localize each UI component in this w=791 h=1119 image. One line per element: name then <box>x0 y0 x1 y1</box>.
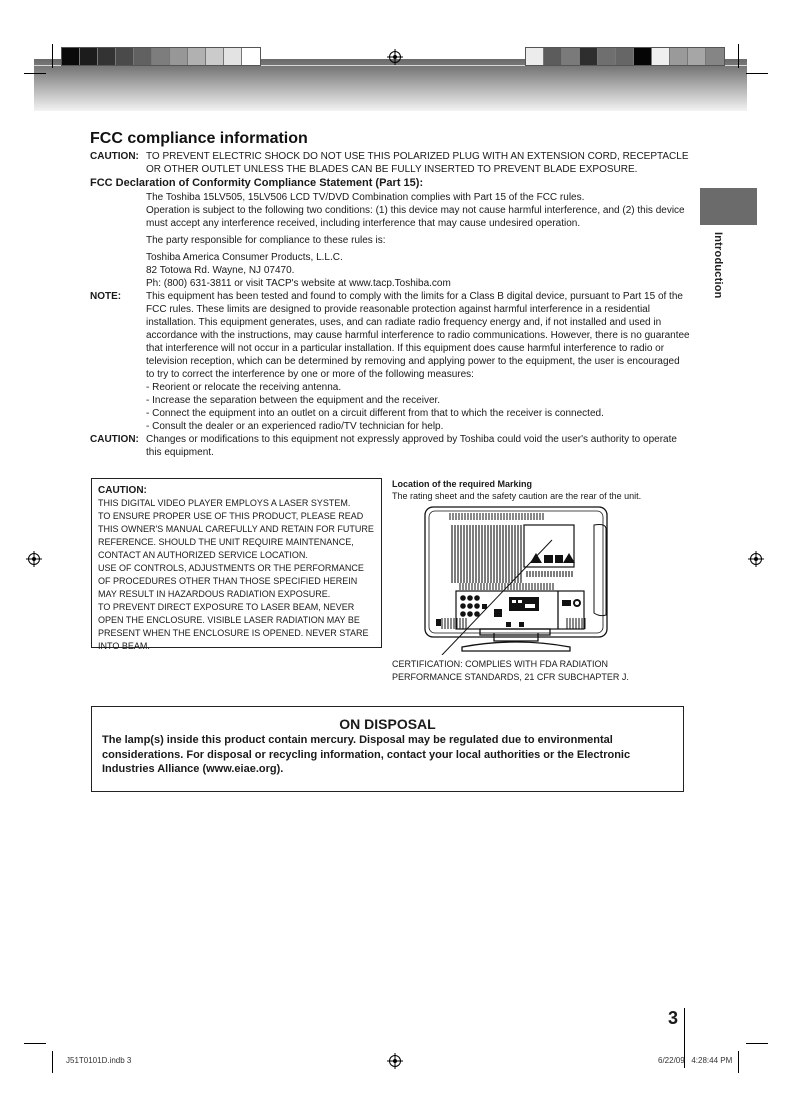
color-swatch <box>116 48 134 65</box>
company-name: Toshiba America Consumer Products, L.L.C. <box>146 252 343 263</box>
laser-caution-box <box>91 478 382 651</box>
caution-text: Changes or modifications to this equipment not expressly approved by Toshiba could void the user's authority to operate this equipment. <box>146 434 677 458</box>
color-swatch <box>580 48 598 65</box>
color-swatch <box>562 48 580 65</box>
header-band <box>34 59 747 111</box>
note-label: NOTE: <box>90 291 122 302</box>
note-text: This equipment has been tested and found to comply with the limits for a Class B digital device, pursuant to Part 15 of the FCC rules. These limits are designed to provide reasonable protection against harmful interference in a residential installation. This equipment generates, uses, and can radiate radio frequency energy and, if not installed and used in accordance with the instructions, may cause harmful interference to radio communications. However, there is no guarantee that interference will not occur in a particular installation. If this equipment does cause harmful interference to radio or television reception, which can be determined by removing and applying power to the equipment, the user is encouraged to try to correct the interference by one or more of the following measures: <box>146 291 690 380</box>
caution-label: CAUTION: <box>90 434 139 445</box>
list-item: - Connect the equipment into an outlet on a circuit different from that to which the receiver is connected. <box>146 408 604 419</box>
marking-title: Location of the required Marking <box>392 479 533 489</box>
registration-mark-icon <box>389 51 401 63</box>
company-phone: Ph: (800) 631-3811 or visit TACP's website at www.tacp.Toshiba.com <box>146 278 451 289</box>
registration-mark-icon <box>389 1055 401 1067</box>
crop-mark <box>24 1043 46 1044</box>
crop-mark <box>746 73 768 74</box>
color-swatch <box>598 48 616 65</box>
company-address: 82 Totowa Rd. Wayne, NJ 07470. <box>146 265 295 276</box>
crop-mark <box>738 44 739 68</box>
laser-caution-paragraph: THIS DIGITAL VIDEO PLAYER EMPLOYS A LASER SYSTEM. <box>98 498 351 508</box>
declaration-compliance: The Toshiba 15LV505, 15LV506 LCD TV/DVD Combination complies with Part 15 of the FCC rules. <box>146 192 585 203</box>
caution-label: CAUTION: <box>90 151 139 162</box>
list-item: - Reorient or relocate the receiving antenna. <box>146 382 342 393</box>
date-slug: 6/22/09 4:28:44 PM <box>658 1056 733 1065</box>
color-swatch <box>634 48 652 65</box>
color-swatch <box>224 48 242 65</box>
crop-mark <box>52 44 53 68</box>
color-swatch <box>652 48 670 65</box>
laser-caution-title: CAUTION: <box>98 485 147 496</box>
crop-mark <box>738 1051 739 1073</box>
fcc-section <box>90 130 690 459</box>
certification-line: CERTIFICATION: COMPLIES WITH FDA RADIATION <box>392 659 609 669</box>
laser-caution-paragraph: USE OF CONTROLS, ADJUSTMENTS OR THE PERFORMANCE OF PROCEDURES OTHER THAN THOSE SPECIFIED HEREIN MAY RESULT IN HAZARDOUS RADIATION EXPOSURE. <box>98 563 364 599</box>
color-swatch <box>98 48 116 65</box>
registration-mark-icon <box>28 553 40 565</box>
fcc-title: FCC compliance information <box>90 130 308 147</box>
crop-mark <box>52 1051 53 1073</box>
color-swatch <box>80 48 98 65</box>
color-swatch <box>242 48 260 65</box>
measures-list <box>146 381 690 433</box>
color-swatch <box>544 48 562 65</box>
section-tab-label: Introduction <box>712 232 724 299</box>
color-swatch <box>152 48 170 65</box>
page-number: 3 <box>668 1008 679 1028</box>
color-swatch <box>206 48 224 65</box>
color-swatch <box>188 48 206 65</box>
color-calibration-bar-right <box>525 47 725 66</box>
color-swatch <box>706 48 724 65</box>
registration-mark-icon <box>750 553 762 565</box>
caution-electric-shock <box>90 150 690 176</box>
disposal-box <box>91 706 684 792</box>
tv-rear-illustration <box>422 505 612 655</box>
marking-section <box>392 478 682 502</box>
color-calibration-bar-left <box>61 47 261 66</box>
declaration-heading: FCC Declaration of Conformity Compliance Statement (Part 15): <box>90 177 424 189</box>
crop-mark <box>24 73 46 74</box>
laser-caution-paragraph: TO PREVENT DIRECT EXPOSURE TO LASER BEAM, NEVER OPEN THE ENCLOSURE. VISIBLE LASER RADIATION MAY BE PRESENT WHEN THE ENCLOSURE IS OPENED. NEVER STARE INTO BEAM. <box>98 602 369 651</box>
color-swatch <box>670 48 688 65</box>
color-swatch <box>134 48 152 65</box>
crop-mark <box>746 1043 768 1044</box>
list-item: - Increase the separation between the equipment and the receiver. <box>146 395 441 406</box>
disposal-text: The lamp(s) inside this product contain mercury. Disposal may be regulated due to environmental considerations. For disposal or recycling information, contact your local authorities or the Electronic Industries Alliance (www.eiae.org). <box>102 734 631 775</box>
caution-text: TO PREVENT ELECTRIC SHOCK DO NOT USE THIS POLARIZED PLUG WITH AN EXTENSION CORD, RECEPTACLE OR OTHER OUTLET UNLESS THE BLADES CAN BE FULLY INSERTED TO PREVENT BLADE EXPOSURE. <box>146 151 689 175</box>
marking-text: The rating sheet and the safety caution are the rear of the unit. <box>392 491 642 501</box>
caution-modifications <box>90 433 690 459</box>
section-tab <box>700 188 757 225</box>
color-swatch <box>616 48 634 65</box>
declaration-conditions: Operation is subject to the following two conditions: (1) this device may not cause harmful interference, and (2) this device must accept any interference received, including interference that may cause undesired operation. <box>146 205 685 229</box>
file-slug: J51T0101D.indb 3 <box>66 1056 132 1065</box>
laser-caution-paragraph: TO ENSURE PROPER USE OF THIS PRODUCT, PLEASE READ THIS OWNER'S MANUAL CAREFULLY AND RETAIN FOR FUTURE REFERENCE. SHOULD THE UNIT REQUIRE MAINTENANCE, CONTACT AN AUTHORIZED SERVICE LOCATION. <box>98 511 374 560</box>
note-block <box>90 290 690 433</box>
color-swatch <box>62 48 80 65</box>
certification-text <box>392 658 629 683</box>
declaration-body <box>90 191 690 290</box>
color-swatch <box>526 48 544 65</box>
disposal-title: ON DISPOSAL <box>339 716 436 732</box>
color-swatch <box>688 48 706 65</box>
color-swatch <box>170 48 188 65</box>
declaration-responsible: The party responsible for compliance to these rules is: <box>146 235 386 246</box>
certification-line: PERFORMANCE STANDARDS, 21 CFR SUBCHAPTER J. <box>392 671 629 682</box>
list-item: - Consult the dealer or an experienced radio/TV technician for help. <box>146 421 444 432</box>
